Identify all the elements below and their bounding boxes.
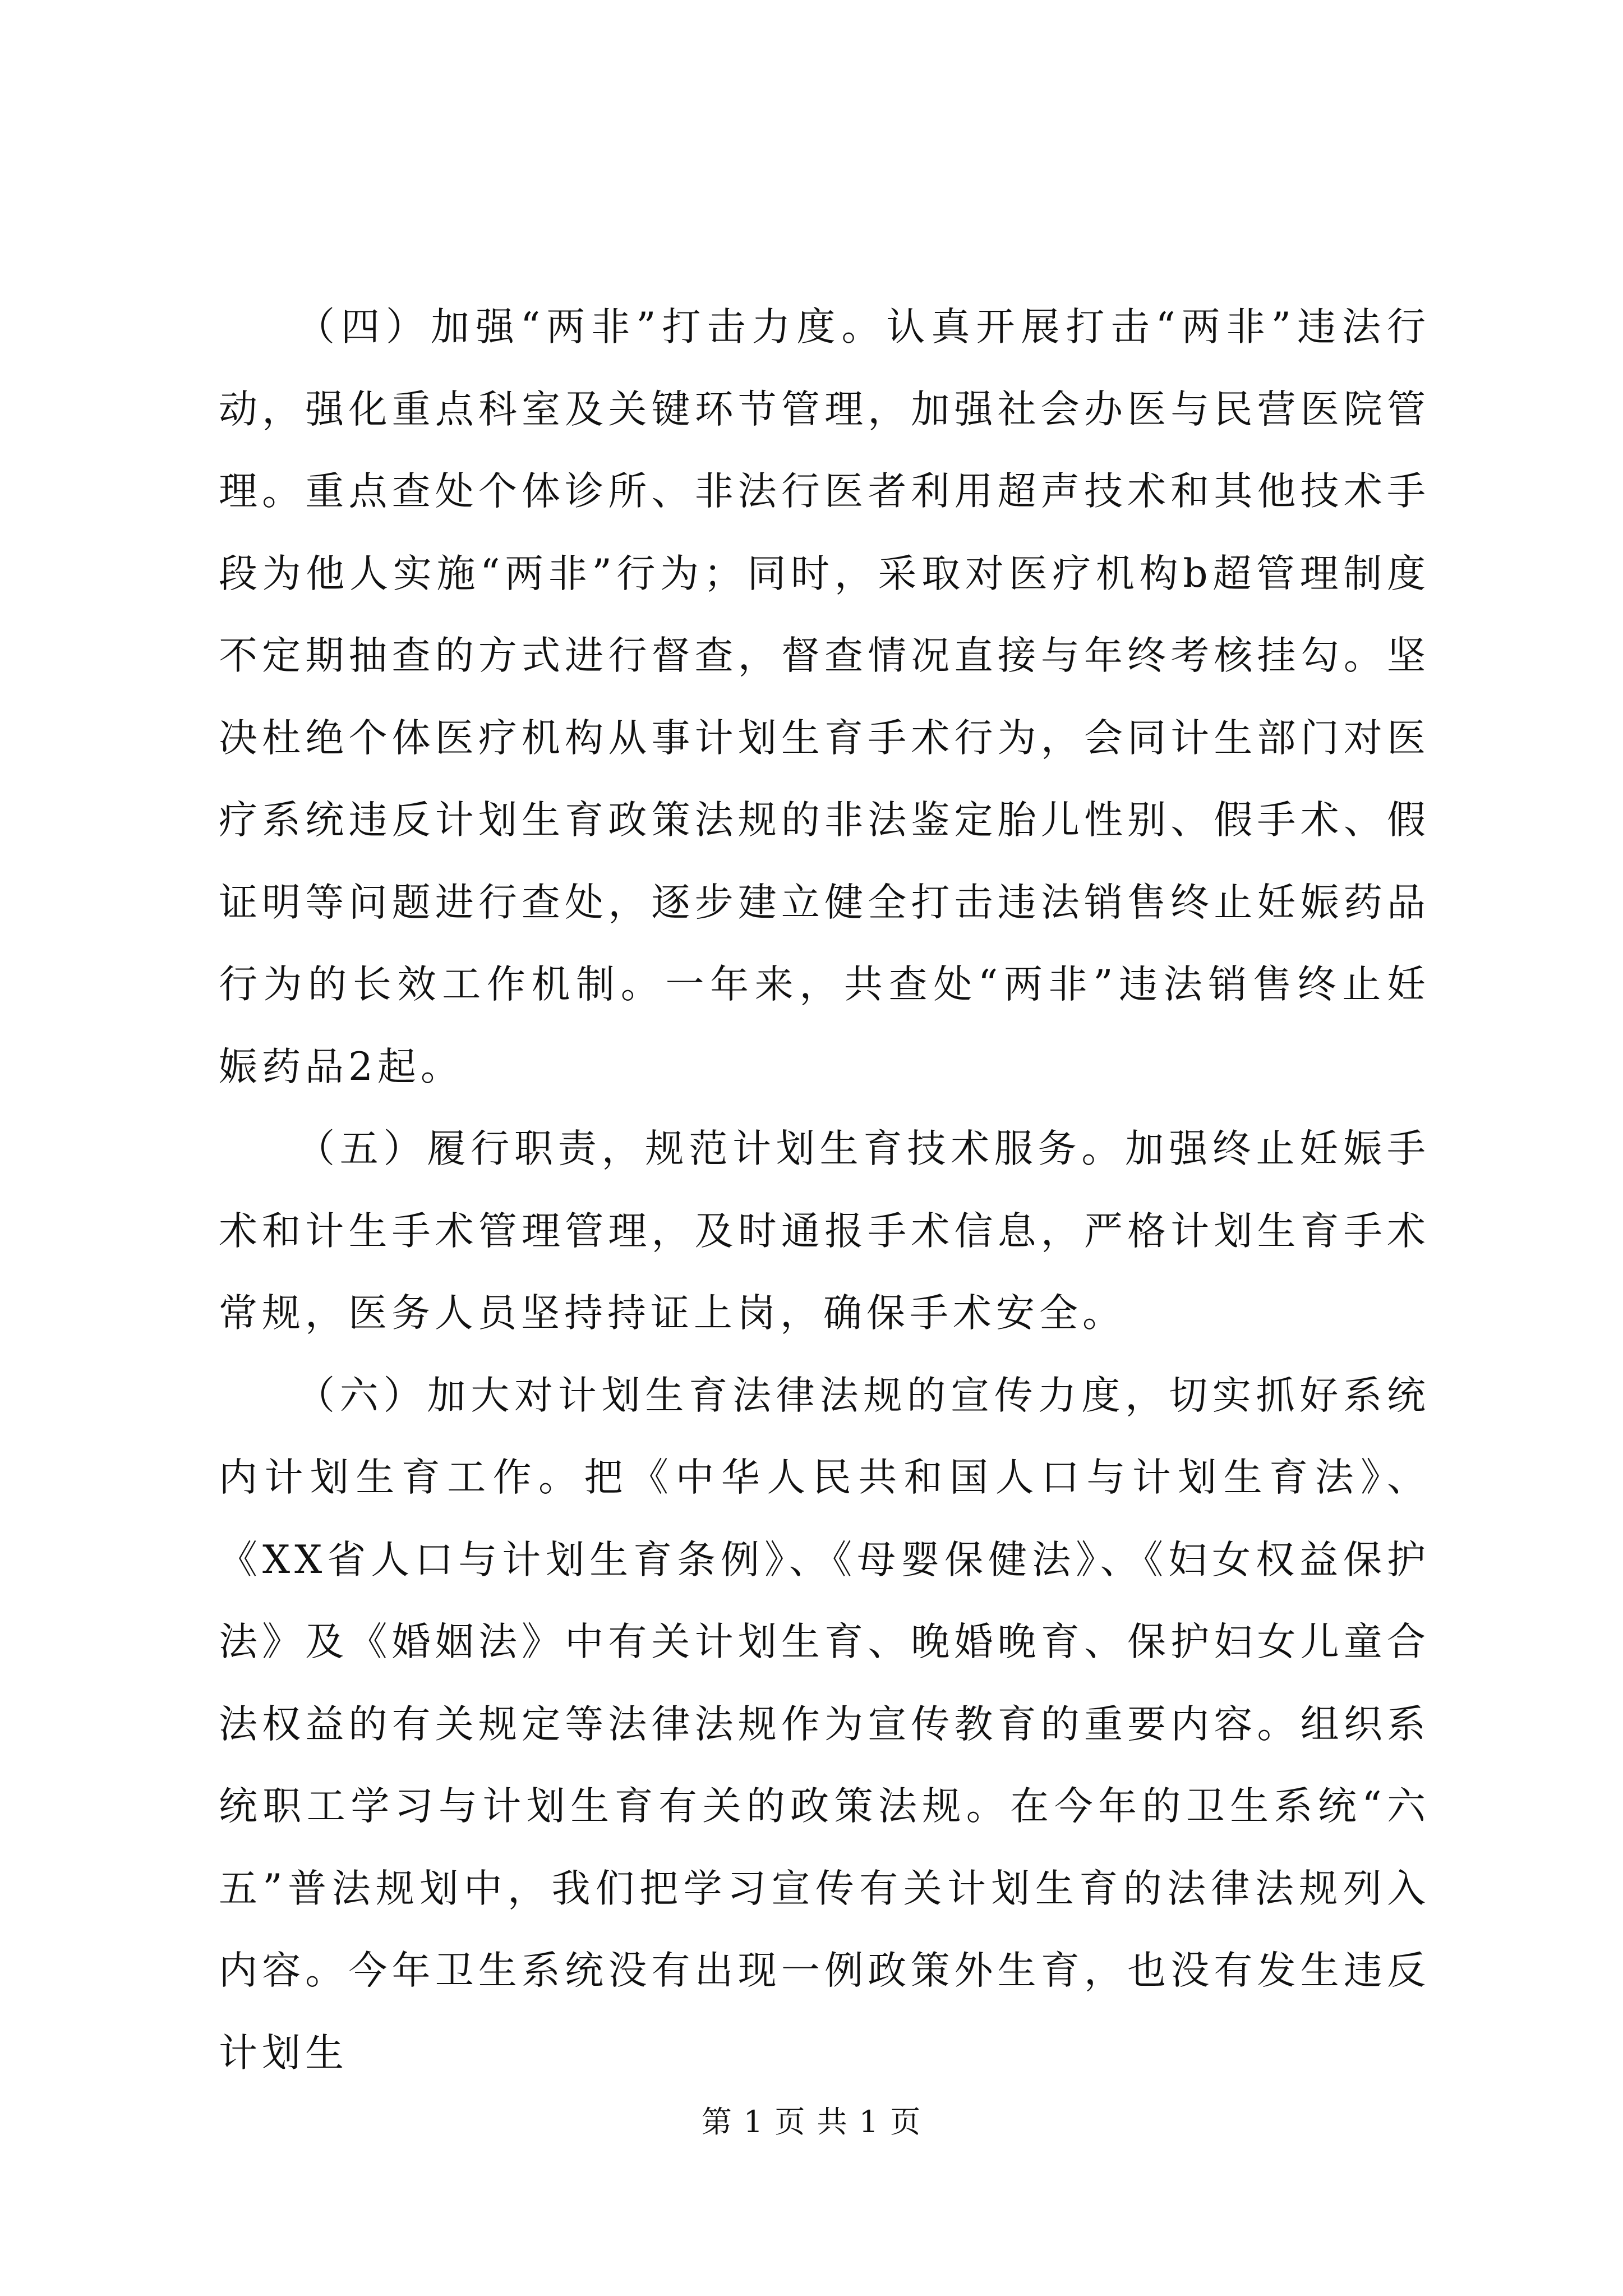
paragraph-four: （四）加强“两非”打击力度。认真开展打击“两非”违法行动，强化重点科室及关键环节管理，加强社会办医与民营医院管理。重点查处个体诊所、非法行医者利用超声技术和其他技术手段为他人实施“两非”行为；同时，采取对医疗机构b超管理制度不定期抽查的方式进行督查，督查情况直接与年终考核挂勾。坚决杜绝个体医疗机构从事计划生育手术行为，会同计生部门对医疗系统违反计划生育政策法规的非法鉴定胎儿性别、假手术、假证明等问题进行查处，逐步建立健全打击违法销售终止妊娠药品行为的长效工作机制。一年来，共查处“两非”违法销售终止妊娠药品2起。	[219, 305, 1430, 1089]
document-body	[219, 286, 1430, 2094]
paragraph-six: （六）加大对计划生育法律法规的宣传力度，切实抓好系统内计划生育工作。把《中华人民共和国人口与计划生育法》、《XX省人口与计划生育条例》、《母婴保健法》、《妇女权益保护法》及《婚姻法》中有关计划生育、晚婚晚育、保护妇女儿童合法权益的有关规定等法律法规作为宣传教育的重要内容。组织系统职工学习与计划生育有关的政策法规。在今年的卫生系统“六五”普法规划中，我们把学习宣传有关计划生育的法律法规列入内容。今年卫生系统没有出现一例政策外生育，也没有发生违反计划生	[219, 1373, 1430, 2076]
paragraph-five: （五）履行职责，规范计划生育技术服务。加强终止妊娠手术和计生手术管理管理，及时通报手术信息，严格计划生育手术常规，医务人员坚持持证上岗，确保手术安全。	[219, 1126, 1430, 1336]
page-number-footer: 第 1 页 共 1 页	[701, 2104, 922, 2139]
